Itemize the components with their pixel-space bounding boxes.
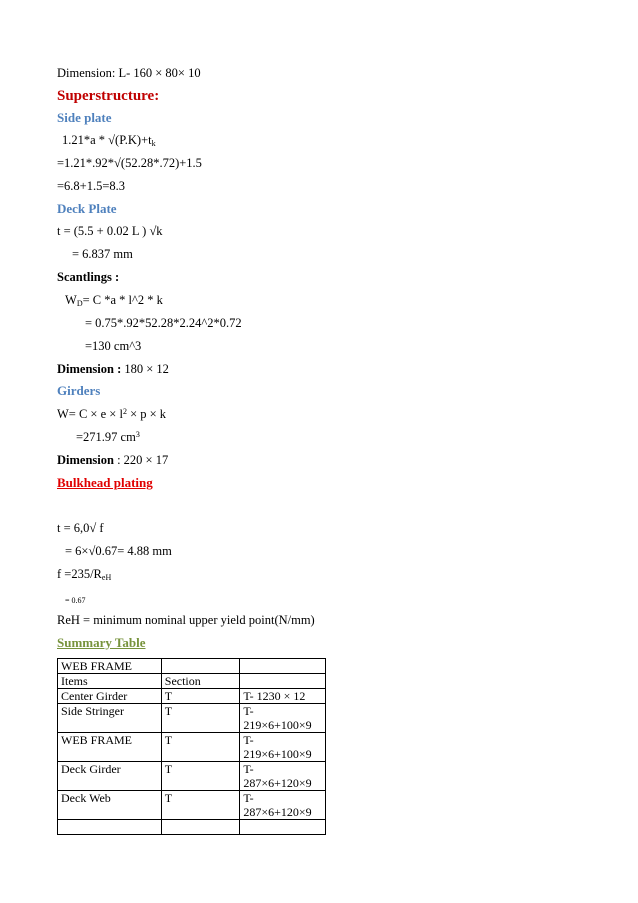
- table-cell: T: [161, 791, 240, 820]
- bulkhead-plating-heading: Bulkhead plating: [57, 475, 153, 490]
- side-plate-formula: $1.21*a * √(P.K)+t_k$: [62, 133, 156, 148]
- table-cell: [240, 659, 326, 674]
- bulkhead-calc: = 6×√0.67= 4.88 mm: [65, 544, 172, 558]
- superstructure-heading: Superstructure:: [57, 88, 160, 104]
- girders-formula: $W= C \times e \times l^2 \times p \times k$: [57, 407, 167, 421]
- table-cell: T- 219×6+100×9: [240, 733, 326, 762]
- dimension-line: Dimension: L- 160 × 80× 10: [57, 66, 201, 80]
- deck-plate-heading: Deck Plate: [57, 201, 117, 216]
- table-cell: [240, 820, 326, 835]
- girders-result: =271.97 $cm^3$: [76, 430, 140, 444]
- table-cell: T- 1230 × 12: [240, 689, 326, 704]
- table-cell: T: [161, 704, 240, 733]
- table-cell: Section: [161, 674, 240, 689]
- table-cell: T: [161, 733, 240, 762]
- table-cell: T- 219×6+100×9: [240, 704, 326, 733]
- side-plate-result: =6.8+1.5=8.3: [57, 179, 126, 193]
- table-cell: T- 287×6+120×9: [240, 762, 326, 791]
- wd-formula: $W_D= C$ *a * l^2 * k: [65, 293, 163, 308]
- scantlings-heading: Scantlings :: [57, 270, 120, 284]
- table-row: [58, 674, 326, 689]
- table-row: [58, 791, 326, 820]
- table-row: [58, 820, 326, 835]
- wd-result: =130 cm^3: [85, 339, 142, 353]
- side-plate-calc: =1.21*.92*√(52.28*.72)+1.5: [57, 156, 202, 170]
- table-cell: T- 287×6+120×9: [240, 791, 326, 820]
- summary-table-title: Summary Table: [57, 635, 146, 650]
- table-row: [58, 762, 326, 791]
- table-row: [58, 659, 326, 674]
- deck-plate-formula: t = (5.5 + 0.02 L ) √k: [57, 224, 163, 238]
- table-row: [58, 704, 326, 733]
- table-cell: T: [161, 689, 240, 704]
- table-cell: [161, 820, 240, 835]
- table-cell: [161, 659, 240, 674]
- summary-table: [57, 658, 326, 835]
- bulkhead-formula: t = 6,0√ f: [57, 521, 104, 535]
- table-cell: Center Girder: [58, 689, 162, 704]
- deck-plate-result: = 6.837 mm: [72, 247, 133, 261]
- table-row: [58, 733, 326, 762]
- table-cell: WEB FRAME: [58, 659, 162, 674]
- table-cell: Items: [58, 674, 162, 689]
- f-definition: $f =235/R_{eH}$: [57, 567, 112, 582]
- dimension-line-2: Dimension : 180 × 12: [57, 362, 169, 376]
- dimension-line-3: Dimension : 220 × 17: [57, 453, 169, 467]
- table-row: [58, 689, 326, 704]
- table-cell: Side Stringer: [58, 704, 162, 733]
- table-cell: WEB FRAME: [58, 733, 162, 762]
- table-cell: Deck Web: [58, 791, 162, 820]
- table-cell: Deck Girder: [58, 762, 162, 791]
- wd-calc: = 0.75*.92*52.28*2.24^2*0.72: [85, 316, 242, 330]
- side-plate-heading: Side plate: [57, 110, 112, 125]
- table-cell: [58, 820, 162, 835]
- reh-definition: ReH = minimum nominal upper yield point(N/mm): [57, 613, 315, 627]
- table-cell: T: [161, 762, 240, 791]
- girders-heading: Girders: [57, 383, 101, 398]
- f-value: = 0.67: [65, 596, 86, 605]
- table-cell: [240, 674, 326, 689]
